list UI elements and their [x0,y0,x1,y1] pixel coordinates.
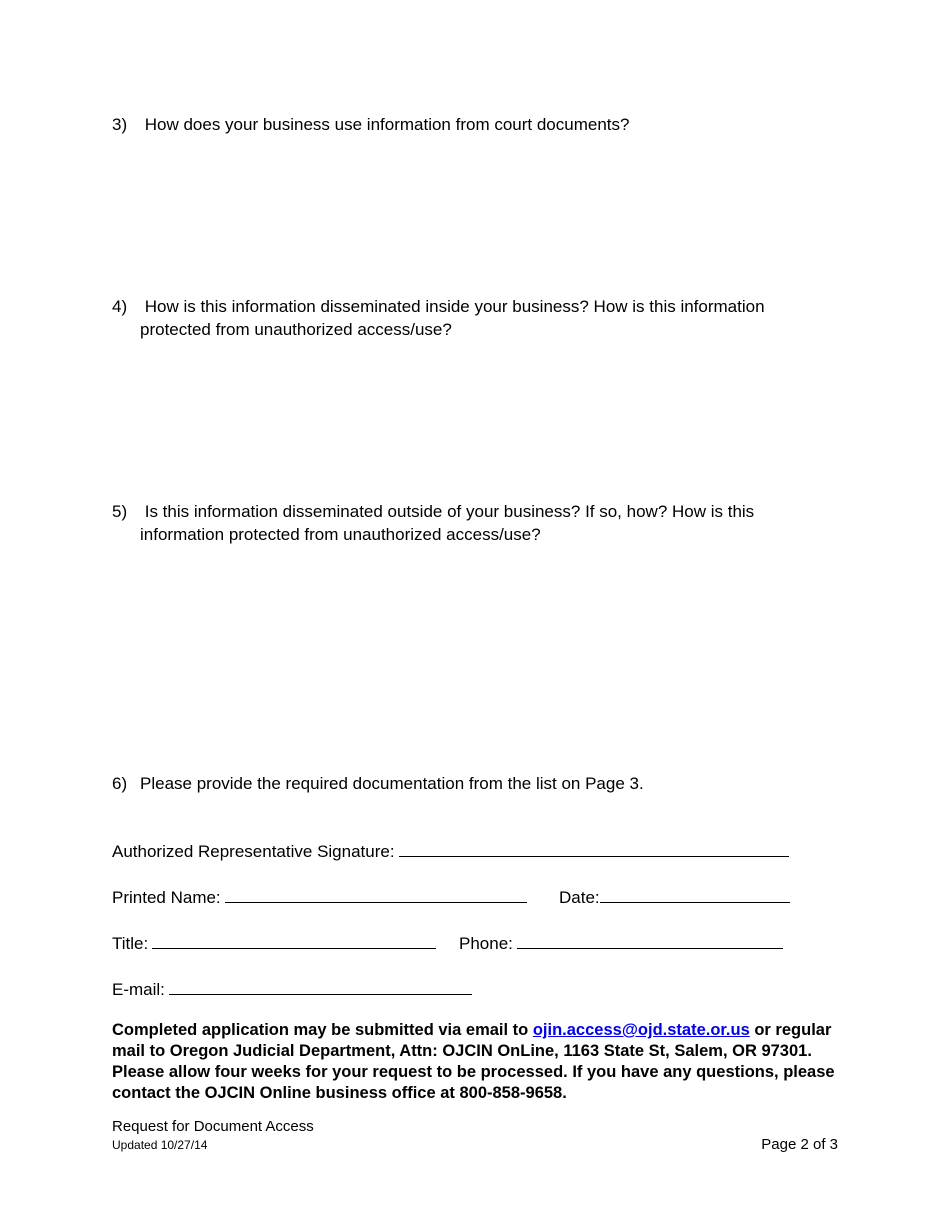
submission-notice [112,1020,842,1104]
question-4-text-line1: How is this information disseminated inside your business? How is this information [140,297,765,316]
question-6-number: 6) [112,774,128,793]
question-5 [112,500,754,546]
phone-field [459,932,783,955]
question-5-text-line1: Is this information disseminated outside of your business? If so, how? How is this [140,502,755,521]
question-4-text-line2: protected from unauthorized access/use? [140,320,452,339]
date-label: Date: [559,888,600,907]
question-3-number: 3) [112,115,128,134]
date-line[interactable] [600,886,790,903]
signature-field [112,840,789,863]
footer-title: Request for Document Access [112,1118,314,1135]
notice-text-before: Completed application may be submitted via email to [112,1021,533,1039]
question-3 [112,113,629,136]
email-label: E-mail: [112,980,165,999]
question-4 [112,295,765,341]
question-5-text-line2: information protected from unauthorized access/use? [140,525,541,544]
question-3-text: How does your business use information from court documents? [140,115,630,134]
date-field [559,886,790,909]
question-6 [112,772,644,795]
signature-label: Authorized Representative Signature: [112,842,395,861]
page-number: Page 2 of 3 [761,1136,838,1153]
phone-line[interactable] [517,932,783,949]
email-field [112,978,472,1001]
question-4-number: 4) [112,297,128,316]
footer-updated-date: Updated 10/27/14 [112,1138,208,1152]
title-label: Title: [112,934,149,953]
question-6-text: Please provide the required documentation from the list on Page 3. [140,774,644,793]
printed-name-label: Printed Name: [112,888,221,907]
title-field [112,932,436,955]
title-line[interactable] [152,932,436,949]
printed-name-line[interactable] [225,886,527,903]
email-line[interactable] [169,978,472,995]
email-link[interactable]: ojin.access@ojd.state.or.us [532,1021,750,1039]
phone-label: Phone: [459,934,513,953]
notice-text-after: or regular mail to Oregon Judicial Department, Attn: OJCIN OnLine, 1163 State St, Salem, OR 97301. Please allow four weeks for your request to be processed. If you have any questions, please contact the OJCIN Online business office at 800-858-9658. [112,1021,835,1102]
question-5-number: 5) [112,502,128,521]
signature-line[interactable] [399,840,789,857]
printed-name-field [112,886,527,909]
